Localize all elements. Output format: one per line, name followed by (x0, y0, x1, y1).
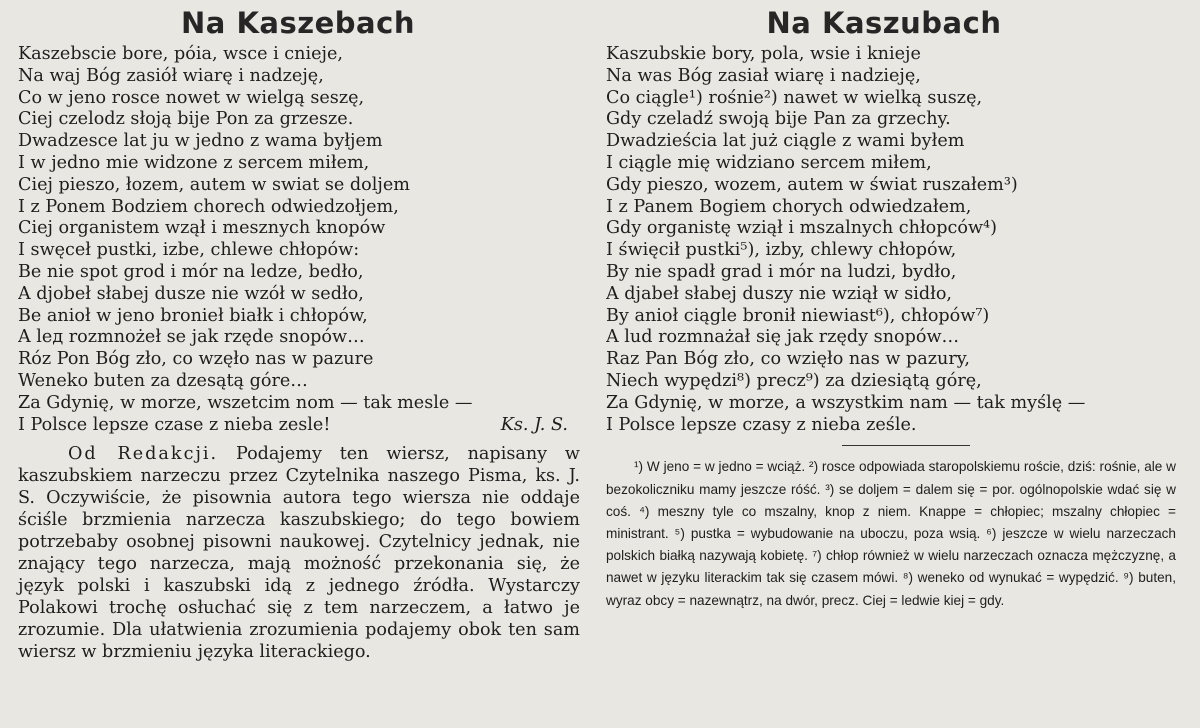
poem-line: Dwadzesce lat ju w jedno z wama byłjem (18, 131, 383, 152)
poem-line: Róz Pon Bóg zło, co wzęło nas w pazure (18, 349, 374, 370)
poem-line: Kaszubskie bory, pola, wsie i knieje (606, 44, 921, 64)
author-signature: Ks. J. S. (500, 414, 568, 435)
left-column (18, 0, 580, 681)
poem-line: Weneko buten za dzesątą góre… (18, 370, 308, 391)
poem-line: I Polsce lepsze czasy z nieba ześle. (606, 414, 917, 435)
poem-line: I ciągle mię widziano sercem miłem, (606, 152, 932, 173)
poem-line: A djobeł słabej dusze nie wzół w sedło, (18, 283, 364, 304)
poem-line: A lud rozmnażał się jak rzędy snopów… (606, 327, 960, 348)
poem-line: Kaszebscie bore, póia, wsce i cnieje, (18, 44, 343, 64)
poem-line: Ciej organistem wzął i mesznych knopów (18, 218, 386, 239)
footnotes: ¹) W jeno = w jedno = wciąż. ²) rosce odpowiada staropolskiemu roście, dziś: rośnie, ale w bezokoliczniku mamy jeszcze róść. ³) se doljem = dalem się = por. ogólnopolskie wdać się w coś. ⁴) meszny tyle co mszalny, knop z niem. Knappe = chłopiec; mszalny chłopiec = ministrant. ⁵) pustka = wybudowanie na uboczu, poza wsią. ⁶) jeszcze w wielu narzeczach polskich białką nazywają kobietę. ⁷) chłop również w wielu narzeczach oznacza mężczyznę, a nawet w języku literackim tak się czasem mówi. ⁸) weneko od wynukać = wypędzić. ⁹) buten, wyraz obcy = nazewnątrz, na dwór, precz. Ciej = ledwie kiej = gdy. (606, 459, 1176, 608)
poem-line: Ciej czelodz słoją bije Pon za grzesze. (18, 109, 354, 130)
poem-line: A lед rozmnożeł se jak rzęde snopów… (18, 327, 365, 348)
right-column (606, 0, 1176, 625)
polish-poem (606, 44, 1176, 436)
poem-line: I Polsce lepsze czasе z nieba zesle! (18, 414, 331, 435)
poem-line: Co w jeno rosce nowet w wielgą seszę, (18, 87, 365, 108)
poem-line-last (18, 415, 580, 437)
poem-line: I z Ponem Bodziem chorech odwiedzołjem, (18, 196, 399, 217)
poem-line: Za Gdynię, w morze, a wszystkim nam — tak myślę — (606, 392, 1086, 413)
editorial-heading: Od Redakcji. (68, 444, 219, 465)
editorial-text: Podajemy ten wiersz, napisany w kaszubskiem narzeczu przez Czytelnika naszego Pisma, ks. J. S. Oczywiście, że pisownia autora tego wiersza nie oddaje ściśle brzmienia narzecza kaszubskiego; do tego bowiem potrzebaby osobnej pisowni naukowej. Czytelnicy jednak, nie znający tego narzecza, mają możność przekonania się, że język polski i kaszubski idą z jednego źródła. Wystarczy Polakowi trochę osłuchać się z tem narzeczem, a łatwo je zrozumie. Dla ułatwienia zrozumienia podajemy obok ten sam wiersz w brzmieniu języka literackiego. (18, 444, 580, 662)
poem-line: A djabeł słabej duszy nie wziął w sidło, (606, 283, 953, 304)
kashubian-title: Na Kaszebach (181, 6, 415, 40)
poem-line: Co ciągle¹) rośnie²) nawet w wielką suszę, (606, 87, 983, 108)
poem-line: Be nie spot grod i mór na ledze, bedło, (18, 261, 364, 282)
poem-line: I z Panem Bogiem chorych odwiedzałem, (606, 196, 972, 217)
poem-line: I święcił pustki⁵), izby, chlewy chłopów, (606, 240, 957, 261)
poem-line: Na was Bóg zasiał wiarę i nadzieję, (606, 65, 921, 86)
poem-line: Gdy organistę wziął i mszalnych chłopców⁴) (606, 218, 997, 239)
poem-line: Ciej pieszo, łozem, autem w swiat se doljem (18, 174, 410, 195)
poem-line: I w jedno mie widzone z sercem miłem, (18, 152, 370, 173)
poem-line: Be anioł w jeno bronieł białk i chłopów, (18, 305, 368, 326)
poem-line: Niech wypędzi⁸) precz⁹) za dziesiątą górę, (606, 370, 982, 391)
poem-line: Za Gdynię, w morze, wszetcim nom — tak mesle — (18, 392, 473, 413)
poem-line: By anioł ciągle bronił niewiast⁶), chłopów⁷) (606, 305, 990, 326)
poem-line: Raz Pan Bóg zło, co wzięło nas w pazury, (606, 349, 970, 370)
polish-title: Na Kaszubach (766, 6, 1002, 40)
poem-line: Dwadzieścia lat już ciągle z wami byłem (606, 131, 965, 152)
poem-line: By nie spadł grad i mór na ludzi, bydło, (606, 261, 957, 282)
editorial-note (18, 444, 580, 663)
poem-line: I swęceł pustki, izbe, chlewe chłopów: (18, 240, 360, 261)
poem-line: Na waj Bóg zasiół wiarę i nadzeję, (18, 65, 324, 86)
poem-line: Gdy czeladź swoją bije Pan za grzechy. (606, 109, 951, 130)
poem-line: Gdy pieszo, wozem, autem w świat ruszałem³) (606, 174, 1018, 195)
kashubian-poem (18, 44, 580, 436)
footnote-divider (842, 445, 970, 446)
